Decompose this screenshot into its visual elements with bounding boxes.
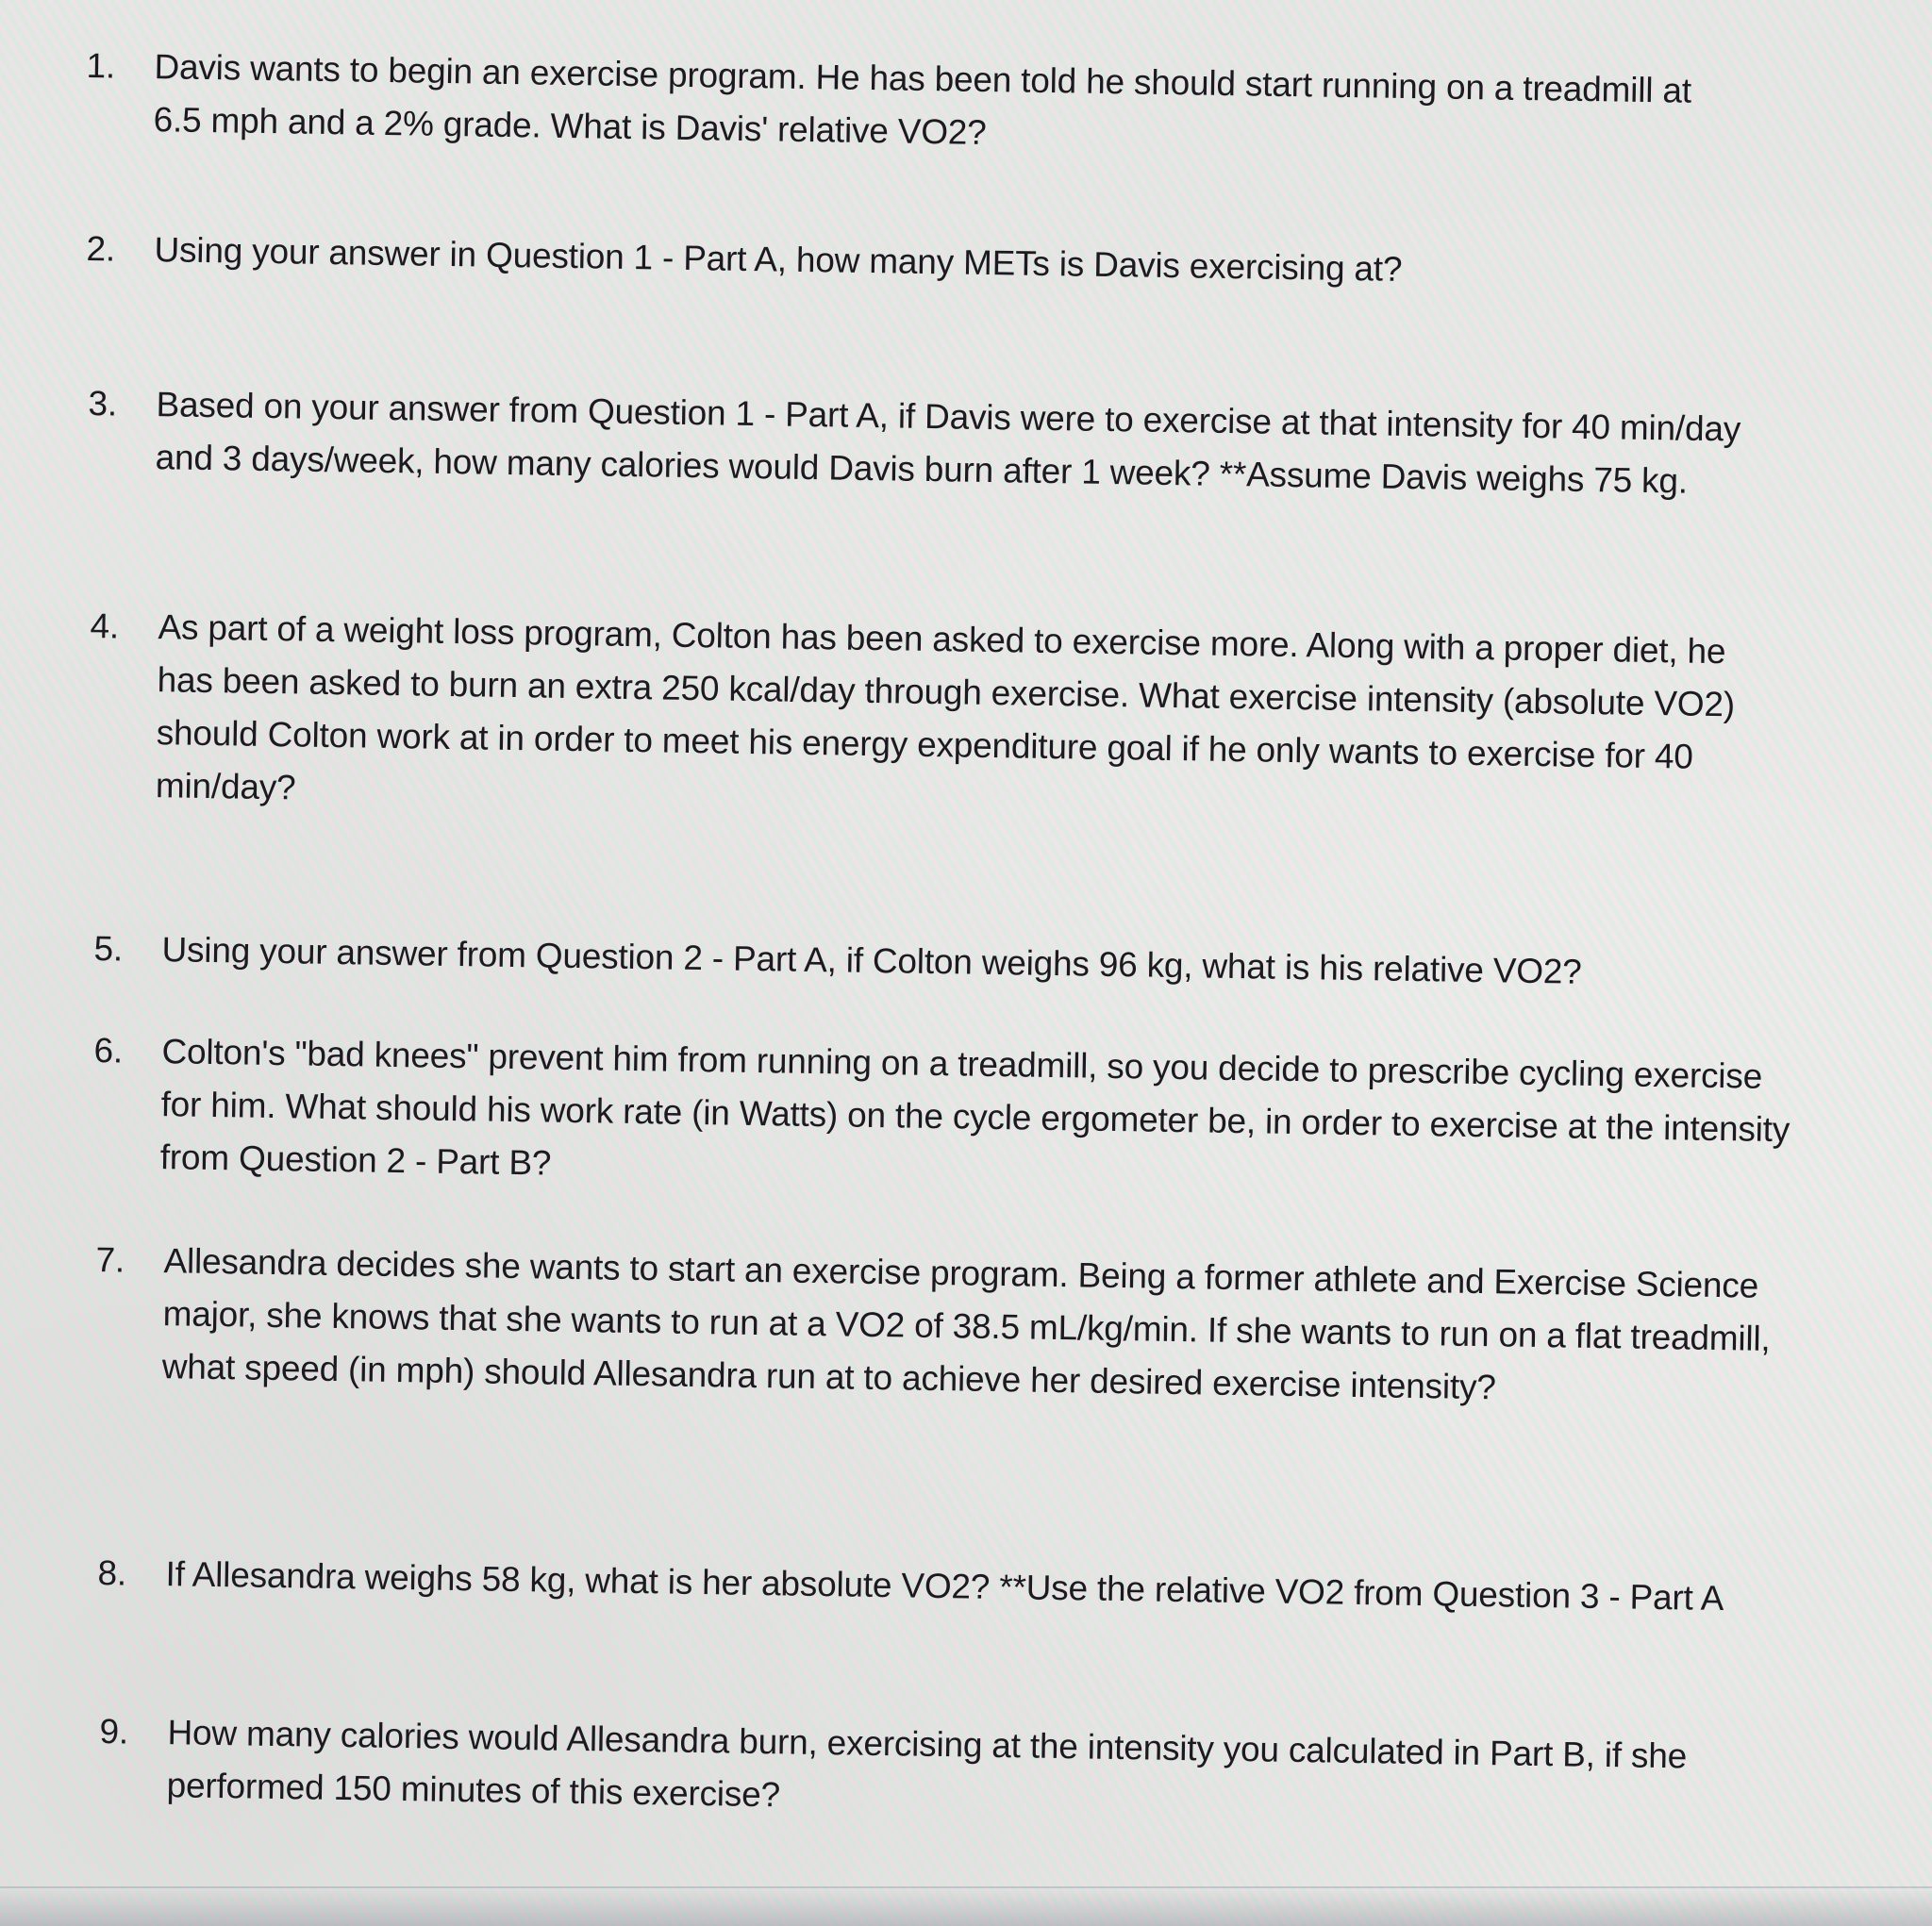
question-7: [93, 1234, 1793, 1419]
question-number: 5.: [93, 928, 124, 969]
question-number: 2.: [86, 228, 116, 269]
screen-bottom-shadow: [0, 1886, 1932, 1926]
question-4: [87, 600, 1788, 838]
question-text: Allesandra decides she wants to start an exercise program. Being a former athlete and Exercise Science major, she knows that she wants to run at a VO2 of 38.5 mL/kg/min. If she wants to run on a flat treadmill, what speed (in mph) should Allesandra run at to achieve her desired exercise intensity?: [161, 1241, 1771, 1407]
question-1: [85, 40, 1709, 171]
question-number: 3.: [88, 383, 118, 423]
question-text: Using your answer in Question 1 - Part A, how many METs is Davis exercising at?: [154, 230, 1403, 289]
question-6: [92, 1024, 1791, 1209]
question-text: As part of a weight loss program, Colton has been asked to exercise more. Along with a proper diet, he has been asked to burn an extra 250 kcal/day through exercise. What exercise intensity (absolute VO2) should Colton work at in order to meet his energy expenditure goal if he only wants to exercise for 40 min/day?: [155, 607, 1736, 807]
question-8: [97, 1547, 1777, 1626]
question-number: 9.: [99, 1711, 129, 1752]
question-text: Colton's "bad knees" prevent him from running on a treadmill, so you decide to prescribe cycling exercise for him. What should his work rate (in Watts) on the cycle ergometer be, in order to exercise at the intensity from Question 2 - Part B?: [159, 1032, 1790, 1183]
question-number: 8.: [97, 1552, 127, 1593]
question-9: [98, 1705, 1760, 1837]
question-3: [87, 377, 1787, 509]
question-number: 6.: [93, 1030, 124, 1071]
question-text: Davis wants to begin an exercise program. He has been told he should start running on a treadmill at 6.5 mph and a 2% grade. What is Davis' relative VO2?: [153, 47, 1692, 152]
question-text: How many calories would Allesandra burn, exercising at the intensity you calculated in Part B, if she performed 150 minutes of this exercise?: [166, 1713, 1688, 1815]
question-2: [86, 223, 1709, 301]
question-text: Using your answer from Question 2 - Part A, if Colton weighs 96 kg, what is his relative VO2?: [161, 930, 1582, 991]
question-number: 7.: [95, 1239, 125, 1280]
question-number: 4.: [90, 606, 120, 646]
question-number: 1.: [86, 45, 116, 86]
question-text: Based on your answer from Question 1 - Part A, if Davis were to exercise at that intensity for 40 min/day and 3 days/week, how many calories would Davis burn after 1 week? **Assume Davis weighs 75 kg.: [155, 385, 1741, 501]
question-5: [93, 922, 1774, 1002]
question-text: If Allesandra weighs 58 kg, what is her absolute VO2? **Use the relative VO2 from Question 3 - Part A: [165, 1554, 1724, 1619]
